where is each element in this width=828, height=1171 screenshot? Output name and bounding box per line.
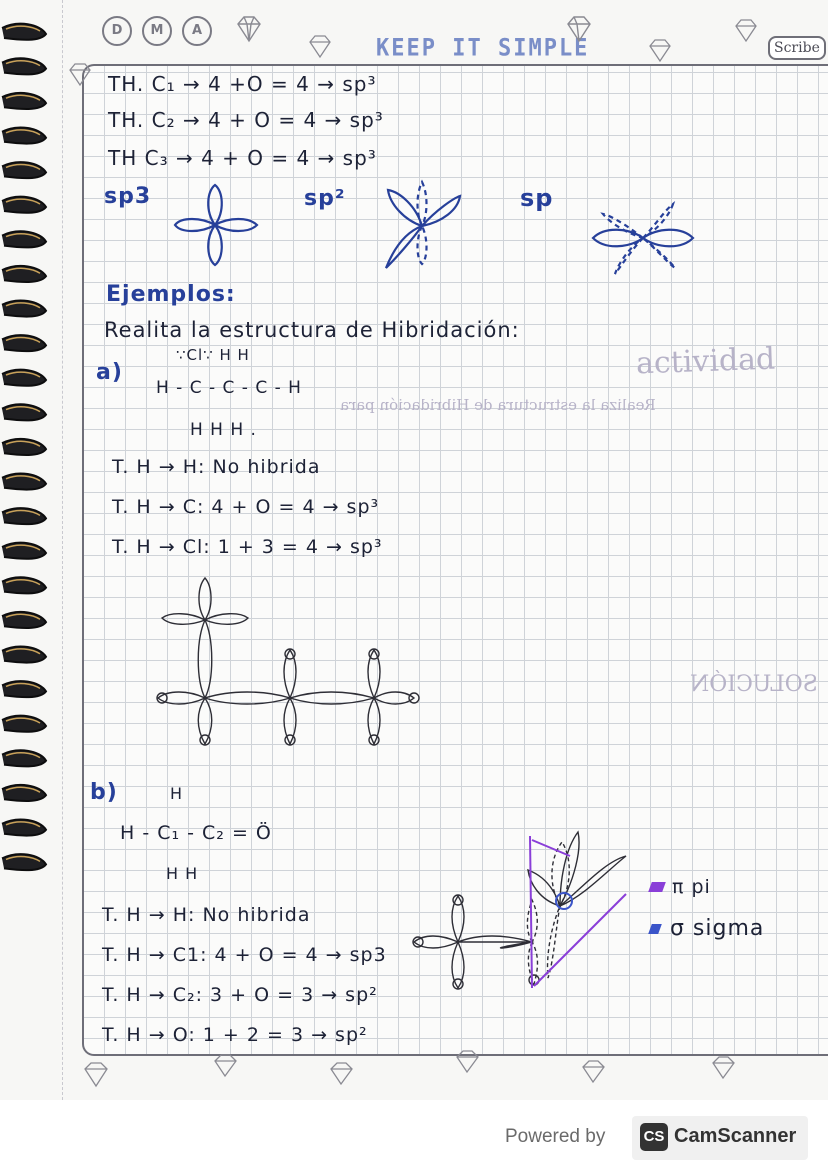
badge-m: M (142, 16, 172, 46)
formula-b-middle: H - C₁ - C₂ = Ö (120, 822, 272, 844)
scribe-logo: Scribe (768, 36, 826, 60)
hybrid-label-sp2: sp² (304, 186, 346, 211)
legend-pi: π pi (672, 876, 711, 898)
example-b-orbital-structure (413, 832, 626, 989)
formula-b-top: H (170, 784, 184, 803)
brand-title: KEEP IT SIMPLE (376, 34, 590, 63)
example-b-line-2: T. H → C1: 4 + O = 4 → sp3 (102, 944, 387, 966)
instruction-text: Realita la estructura de Hibridación: (104, 318, 520, 342)
camscanner-logo-icon: CS (640, 1123, 668, 1151)
sp2-orbital-drawing (386, 182, 460, 268)
hybrid-label-sp: sp (520, 184, 554, 212)
hybrid-label-sp3: sp3 (104, 184, 152, 209)
example-a-line-1: T. H → H: No hibrida (112, 456, 321, 478)
example-a-orbital-structure (157, 578, 419, 745)
examples-heading: Ejemplos: (106, 282, 236, 307)
example-a-line-2: T. H → C: 4 + O = 4 → sp³ (112, 496, 380, 518)
sp3-orbital-drawing (175, 185, 257, 265)
intro-line-1: TH. C₁ → 4 +O = 4 → sp³ (108, 72, 377, 96)
intro-line-3: TH C₃ → 4 + O = 4 → sp³ (108, 146, 377, 170)
badge-d: D (102, 16, 132, 46)
badge-a: A (182, 16, 212, 46)
example-b-line-4: T. H → O: 1 + 2 = 3 → sp² (102, 1024, 368, 1046)
bleed-through-text: SOLUCIÓN (690, 672, 818, 697)
formula-a-top: ∵Cl∵ H H (176, 346, 250, 364)
intro-line-2: TH. C₂ → 4 + O = 4 → sp³ (108, 108, 384, 132)
sp-orbital-drawing (593, 204, 693, 274)
example-b-line-3: T. H → C₂: 3 + O = 3 → sp² (102, 984, 378, 1006)
legend-sigma: σ sigma (670, 916, 765, 941)
example-b-label: b) (90, 780, 118, 805)
bleed-through-text: Realiza la estructura de Hibridación para (340, 396, 656, 414)
example-b-line-1: T. H → H: No hibrida (102, 904, 311, 926)
powered-by-text: Powered by (505, 1126, 606, 1147)
formula-b-bottom: H H (166, 864, 199, 883)
bleed-through-text: actividad (635, 341, 776, 382)
camscanner-brand: CamScanner (674, 1125, 797, 1147)
formula-a-bottom: H H H . (190, 420, 257, 440)
example-a-label: a) (96, 360, 123, 385)
formula-a-middle: H - C - C - C - H (156, 378, 302, 398)
example-a-line-3: T. H → Cl: 1 + 3 = 4 → sp³ (112, 536, 383, 558)
